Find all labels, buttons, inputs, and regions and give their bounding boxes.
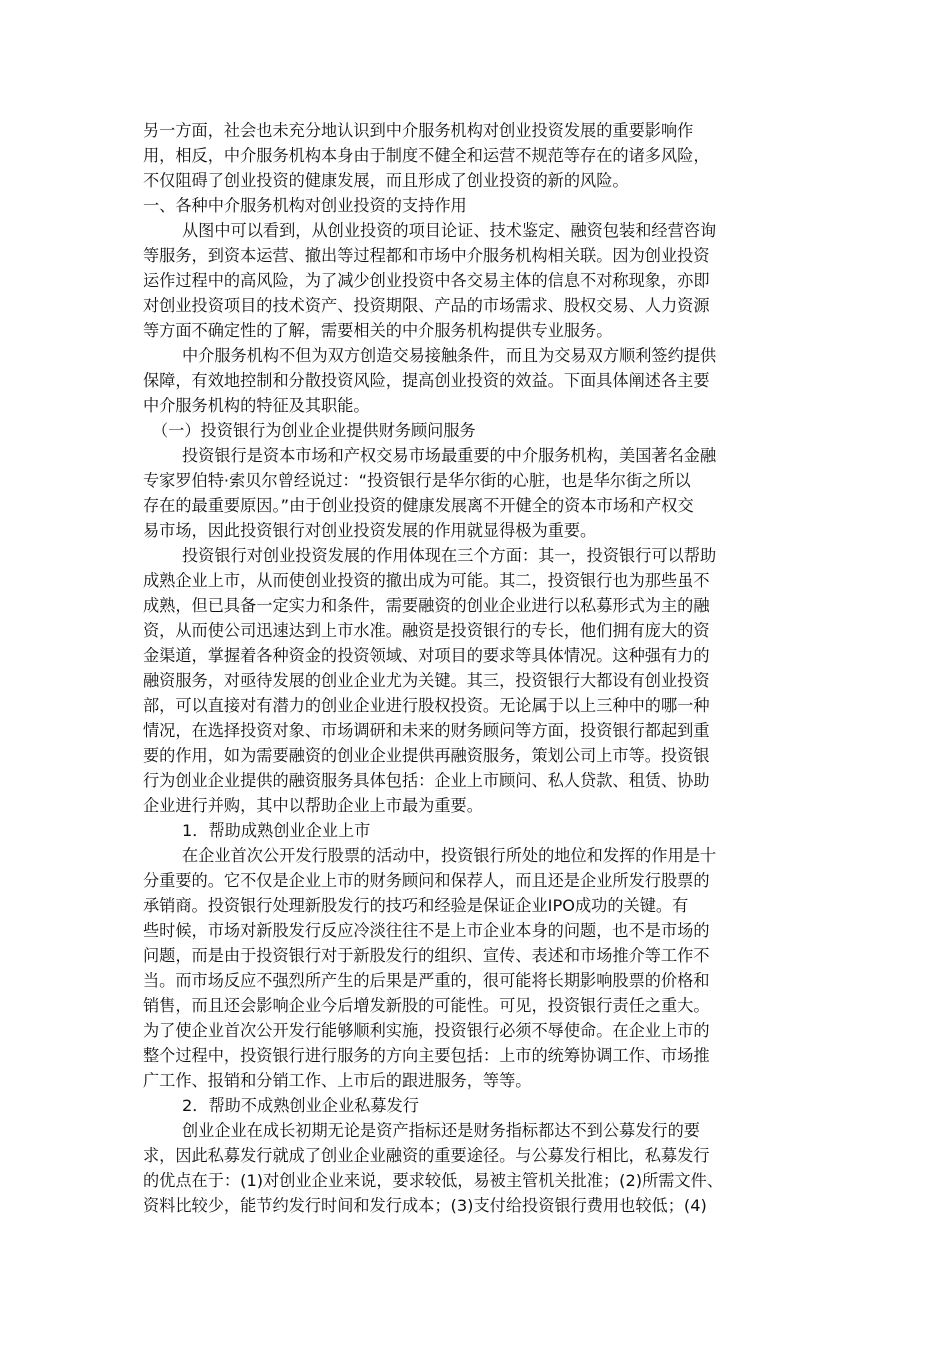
text-line: 成熟，但已具备一定实力和条件，需要融资的创业企业进行以私募形式为主的融 — [143, 596, 710, 615]
text-line: 资，从而使公司迅速达到上市水准。融资是投资银行的专长，他们拥有庞大的资 — [143, 621, 710, 640]
text-line: 成熟企业上市，从而使创业投资的撤出成为可能。其二，投资银行也为那些虽不 — [143, 571, 710, 590]
section-heading: 一、各种中介服务机构对创业投资的支持作用 — [143, 196, 467, 215]
text-line: 中介服务机构的特征及其职能。 — [143, 396, 370, 415]
text-line: 专家罗伯特·索贝尔曾经说过：“投资银行是华尔街的心脏，也是华尔街之所以 — [143, 471, 691, 490]
text-line: 情况，在选择投资对象、市场调研和未来的财务顾问等方面，投资银行都起到重 — [143, 721, 710, 740]
text-line: 投资银行是资本市场和产权交易市场最重要的中介服务机构，美国著名金融 — [182, 446, 717, 465]
text-line: 行为创业企业提供的融资服务具体包括：企业上市顾问、私人贷款、租赁、协助 — [143, 771, 710, 790]
text-line: 不仅阻碍了创业投资的健康发展，而且形成了创业投资的新的风险。 — [143, 171, 629, 190]
text-line: 企业进行并购，其中以帮助企业上市最为重要。 — [143, 796, 483, 815]
text-line: 求，因此私募发行就成了创业企业融资的重要途径。与公募发行相比，私募发行 — [143, 1146, 710, 1165]
text-line: 另一方面，社会也未充分地认识到中介服务机构对创业投资发展的重要影响作 — [143, 121, 694, 140]
text-line: 整个过程中，投资银行进行服务的方向主要包括：上市的统筹协调工作、市场推 — [143, 1046, 710, 1065]
subsection-heading: 1．帮助成熟创业企业上市 — [182, 821, 371, 840]
text-line: 运作过程中的高风险，为了减少创业投资中各交易主体的信息不对称现象，亦即 — [143, 271, 710, 290]
text-line: 从图中可以看到，从创业投资的项目论证、技术鉴定、融资包装和经营咨询 — [182, 221, 717, 240]
text-line: 些时候，市场对新股发行反应冷淡往往不是上市企业本身的问题，也不是市场的 — [143, 921, 710, 940]
text-line: 当。而市场反应不强烈所产生的后果是严重的，很可能将长期影响股票的价格和 — [143, 971, 710, 990]
text-line: 中介服务机构不但为双方创造交易接触条件，而且为交易双方顺利签约提供 — [182, 346, 717, 365]
text-line: 用，相反，中介服务机构本身由于制度不健全和运营不规范等存在的诸多风险， — [143, 146, 710, 165]
text-line: 要的作用，如为需要融资的创业企业提供再融资服务，策划公司上市等。投资银 — [143, 746, 710, 765]
text-line: 在企业首次公开发行股票的活动中，投资银行所处的地位和发挥的作用是十 — [182, 846, 717, 865]
text-line: 承销商。投资银行处理新股发行的技巧和经验是保证企业IPO成功的关键。有 — [143, 896, 689, 915]
text-line: 广工作、报销和分销工作、上市后的跟进服务，等等。 — [143, 1071, 532, 1090]
text-line: 等服务，到资本运营、撤出等过程都和市场中介服务机构相关联。因为创业投资 — [143, 246, 710, 265]
text-line: 分重要的。它不仅是企业上市的财务顾问和保荐人，而且还是企业所发行股票的 — [143, 871, 710, 890]
text-line: 等方面不确定性的了解，需要相关的中介服务机构提供专业服务。 — [143, 321, 613, 340]
text-line: 存在的最重要原因。”由于创业投资的健康发展离不开健全的资本市场和产权交 — [143, 496, 694, 515]
text-line: 资料比较少，能节约发行时间和发行成本；(3)支付给投资银行费用也较低；(4) — [143, 1196, 707, 1215]
text-line: 为了使企业首次公开发行能够顺利实施，投资银行必须不辱使命。在企业上市的 — [143, 1021, 710, 1040]
text-line: 创业企业在成长初期无论是资产指标还是财务指标都达不到公募发行的要 — [182, 1121, 700, 1140]
text-line: 销售，而且还会影响企业今后增发新股的可能性。可见，投资银行责任之重大。 — [143, 996, 710, 1015]
text-line: 投资银行对创业投资发展的作用体现在三个方面：其一，投资银行可以帮助 — [182, 546, 717, 565]
text-line: 的优点在于：(1)对创业企业来说，要求较低，易被主管机关批准；(2)所需文件、 — [143, 1171, 724, 1190]
text-line: 金渠道，掌握着各种资金的投资领域、对项目的要求等具体情况。这种强有力的 — [143, 646, 710, 665]
text-line: 对创业投资项目的技术资产、投资期限、产品的市场需求、股权交易、人力资源 — [143, 296, 710, 315]
text-line: 问题，而是由于投资银行对于新股发行的组织、宣传、表述和市场推介等工作不 — [143, 946, 710, 965]
text-line: 易市场，因此投资银行对创业投资发展的作用就显得极为重要。 — [143, 521, 597, 540]
subsection-heading: 2．帮助不成熟创业企业私募发行 — [182, 1096, 419, 1115]
text-line: 部，可以直接对有潜力的创业企业进行股权投资。无论属于以上三种中的哪一种 — [143, 696, 710, 715]
text-line: 融资服务，对亟待发展的创业企业尤为关键。其三，投资银行大都设有创业投资 — [143, 671, 710, 690]
subsection-heading: （一）投资银行为创业企业提供财务顾问服务 — [152, 421, 476, 440]
text-line: 保障，有效地控制和分散投资风险，提高创业投资的效益。下面具体阐述各主要 — [143, 371, 710, 390]
